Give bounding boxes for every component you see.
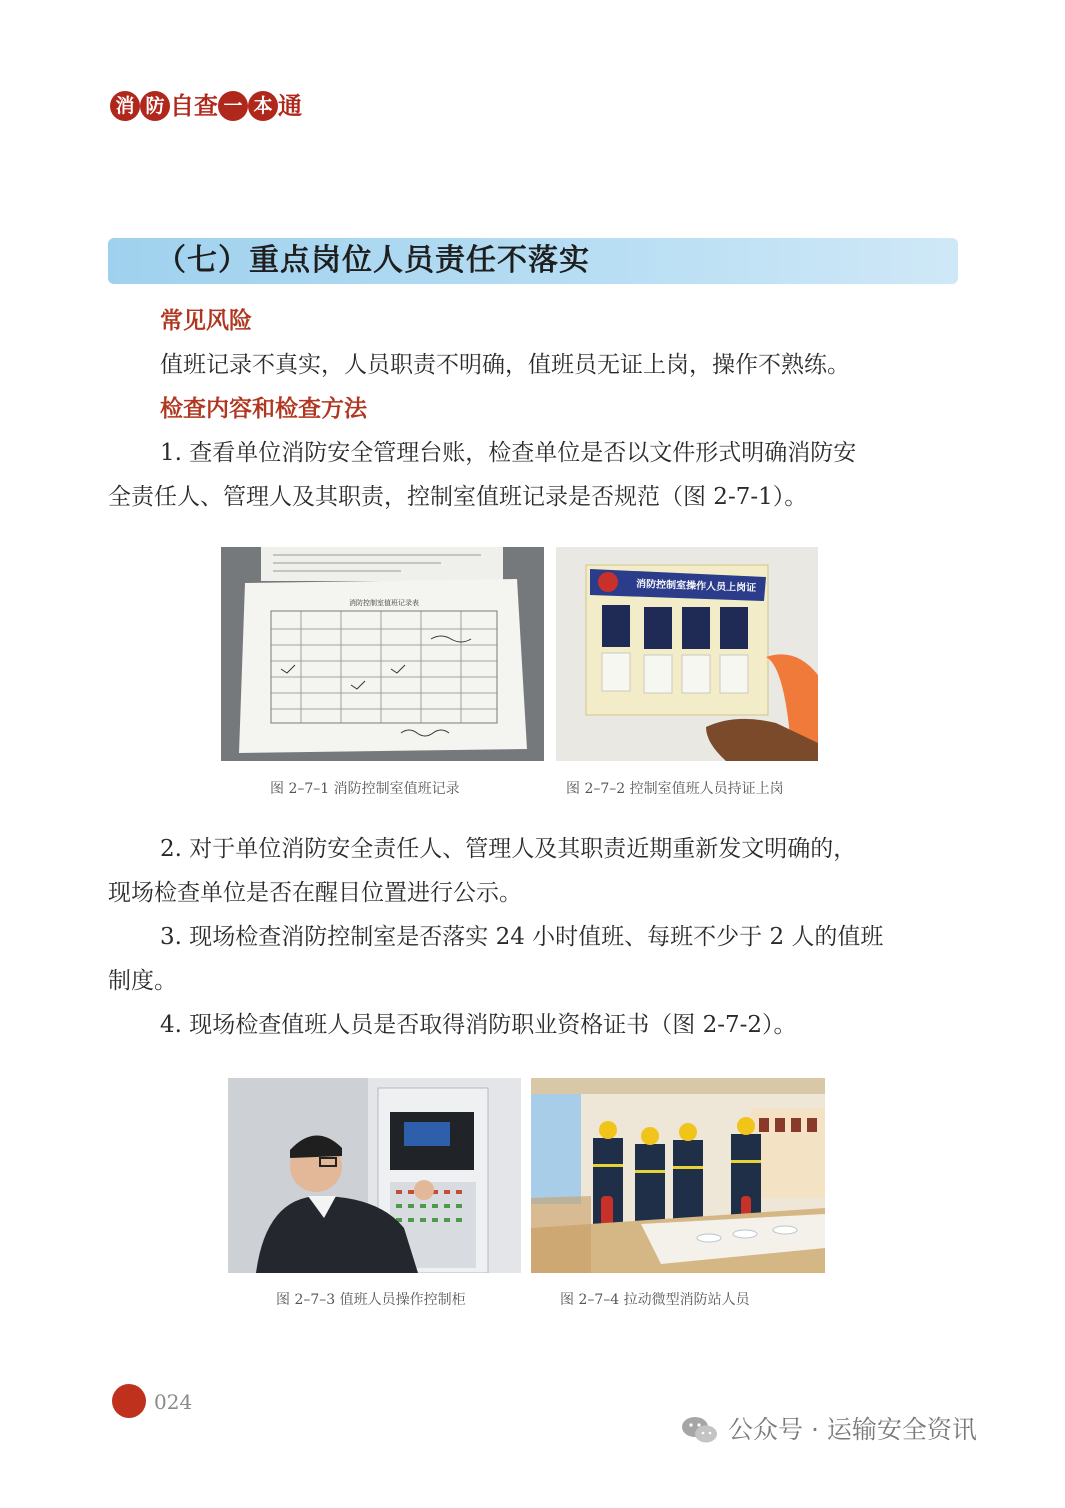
methods-heading: 检查内容和检查方法 <box>160 396 367 422</box>
logo-char: 消 <box>110 91 140 121</box>
certificate-board-photo <box>556 547 818 761</box>
logo-char: 自 <box>170 92 194 120</box>
item1-line1: 1. 查看单位消防安全管理台账，检查单位是否以文件形式明确消防安 <box>160 440 857 466</box>
section-banner <box>108 238 958 284</box>
item2-line2: 现场检查单位是否在醒目位置进行公示。 <box>108 880 522 906</box>
wechat-icon <box>680 1414 720 1446</box>
section-title: （七）重点岗位人员责任不落实 <box>156 243 590 278</box>
control-cabinet-photo <box>228 1078 521 1273</box>
certificate-board-title: 消防控制室操作人员上岗证 <box>635 578 757 595</box>
watermark-text: 公众号 · 运输安全资讯 <box>728 1415 977 1444</box>
logo-char: 一 <box>218 91 248 121</box>
logo-char: 防 <box>140 91 170 121</box>
page-number-dot <box>112 1384 146 1418</box>
figure-caption-2-7-4: 图 2–7–4 拉动微型消防站人员 <box>560 1292 750 1308</box>
item1-line2: 全责任人、管理人及其职责，控制室值班记录是否规范（图 2-7-1）。 <box>108 484 808 510</box>
logo-char: 通 <box>278 92 302 120</box>
micro-fire-station-photo <box>531 1078 825 1273</box>
logo-char: 本 <box>248 91 278 121</box>
item4-line1: 4. 现场检查值班人员是否取得消防职业资格证书（图 2-7-2）。 <box>160 1012 797 1038</box>
figure-caption-2-7-2: 图 2–7–2 控制室值班人员持证上岗 <box>566 781 784 797</box>
duty-log-photo-drawing <box>221 547 544 761</box>
watermark <box>680 1414 977 1446</box>
certificate-board-drawing <box>556 547 818 761</box>
micro-fire-station-drawing <box>531 1078 825 1273</box>
risks-text: 值班记录不真实，人员职责不明确，值班员无证上岗，操作不熟练。 <box>160 352 850 378</box>
risks-heading: 常见风险 <box>160 308 252 334</box>
item3-line1: 3. 现场检查消防控制室是否落实 24 小时值班、每班不少于 2 人的值班 <box>160 924 884 950</box>
figure-caption-2-7-1: 图 2–7–1 消防控制室值班记录 <box>270 781 460 797</box>
page-number: 024 <box>154 1390 193 1414</box>
duty-log-form-title: 消防控制室值班记录表 <box>349 599 419 607</box>
item3-line2: 制度。 <box>108 968 177 994</box>
item2-line1: 2. 对于单位消防安全责任人、管理人及其职责近期重新发文明确的， <box>160 836 857 862</box>
control-cabinet-drawing <box>228 1078 521 1273</box>
figure-caption-2-7-3: 图 2–7–3 值班人员操作控制柜 <box>276 1292 466 1308</box>
duty-log-photo <box>221 547 544 761</box>
book-title-logo <box>110 88 302 124</box>
logo-char: 查 <box>194 92 218 120</box>
